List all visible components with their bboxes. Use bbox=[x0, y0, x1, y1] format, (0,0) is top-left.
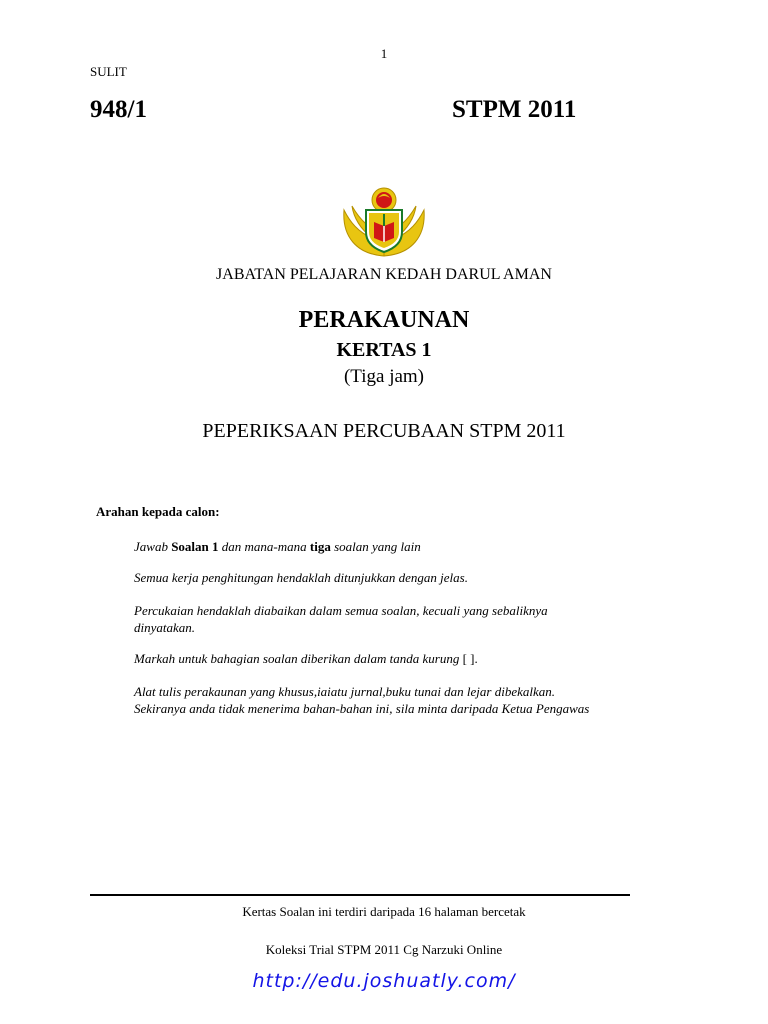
instruction-emphasis: Soalan 1 bbox=[171, 539, 219, 554]
department-name: JABATAN PELAJARAN KEDAH DARUL AMAN bbox=[216, 266, 552, 283]
classification-label: SULIT bbox=[90, 64, 127, 79]
instruction-emphasis: tiga bbox=[309, 539, 331, 554]
instruction-marks bbox=[134, 650, 594, 667]
bracket-symbol: [ ]. bbox=[462, 651, 478, 666]
exam-code: STPM 2011 bbox=[452, 96, 577, 123]
instruction-text: Jawab bbox=[134, 539, 172, 554]
exam-title: PEPERIKSAAN PERCUBAAN STPM 2011 bbox=[202, 420, 566, 442]
footer-url-link[interactable]: http://edu.joshuatly.com/ bbox=[252, 970, 516, 992]
footer-page-count: Kertas Soalan ini terdiri daripada 16 halaman bercetak bbox=[242, 904, 526, 919]
instruction-ignore-taxation: Percukaian hendaklah diabaikan dalam semua soalan, kecuali yang sebaliknya dinyatakan. bbox=[134, 603, 548, 635]
paper-label: KERTAS 1 bbox=[336, 339, 432, 361]
subject-title: PERAKAUNAN bbox=[298, 307, 470, 333]
kedah-education-crest-icon bbox=[336, 180, 432, 260]
duration-label: (Tiga jam) bbox=[343, 366, 425, 387]
page-number: 1 bbox=[380, 46, 388, 61]
instruction-text: dan mana-mana bbox=[218, 539, 310, 554]
instruction-answer-requirement bbox=[134, 538, 594, 555]
instruction-show-working: Semua kerja penghitungan hendaklah ditunjukkan dengan jelas. bbox=[134, 570, 468, 585]
footer-divider bbox=[90, 894, 630, 896]
footer-collection-note: Koleksi Trial STPM 2011 Cg Narzuki Online bbox=[265, 942, 503, 957]
instructions-heading: Arahan kepada calon: bbox=[96, 504, 220, 519]
paper-code: 948/1 bbox=[90, 96, 147, 123]
instruction-stationery: Alat tulis perakaunan yang khusus,iaiatu jurnal,buku tunai dan lejar dibekalkan. Sekiranya anda tidak menerima bahan-bahan ini, sila minta daripada Ketua Pengawas bbox=[134, 684, 590, 716]
instruction-text: soalan yang lain bbox=[330, 539, 421, 554]
instruction-text: Markah untuk bahagian soalan diberikan dalam tanda kurung bbox=[134, 651, 463, 666]
